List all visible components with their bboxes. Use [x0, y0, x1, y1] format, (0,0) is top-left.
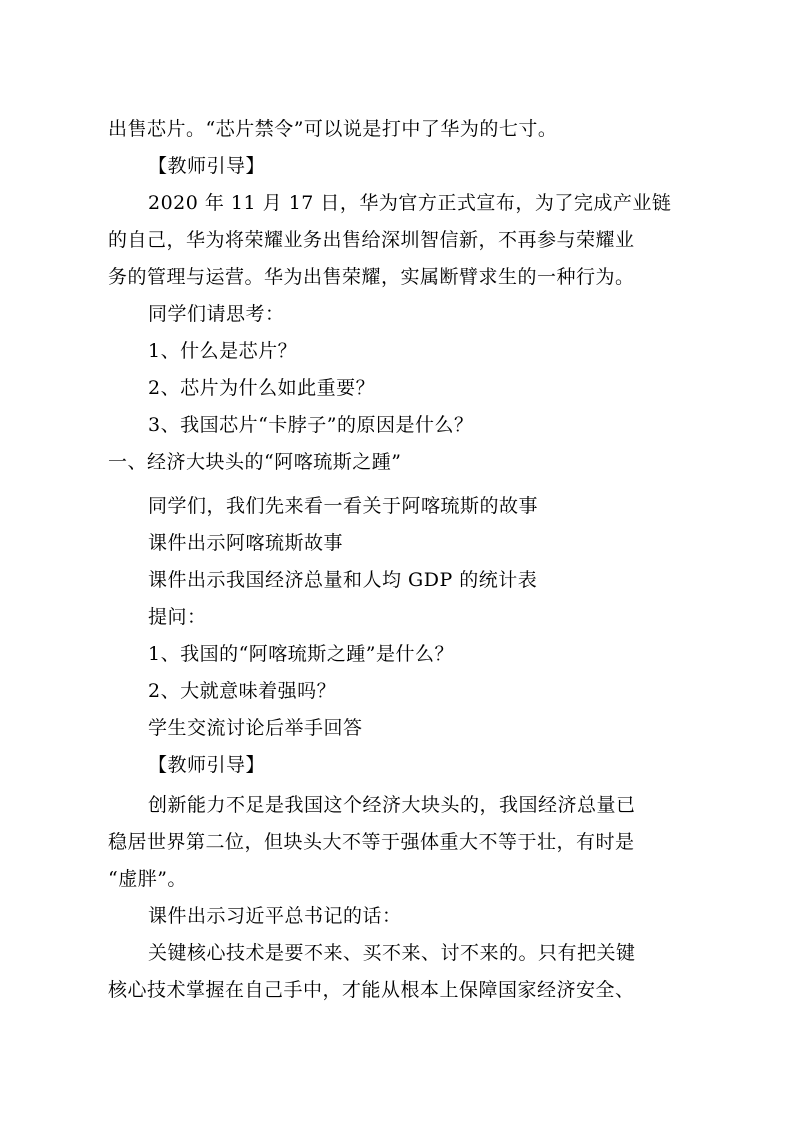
question-item: 2、大就意味着强吗？ [148, 680, 337, 702]
text-line: 稳居世界第二位，但块头大不等于强体重大不等于壮，有时是 [108, 831, 635, 853]
question-item: 2、芯片为什么如此重要？ [148, 377, 376, 399]
text-line: 提问： [148, 606, 207, 628]
question-item: 1、我国的“阿喀琉斯之踵”是什么？ [148, 643, 455, 665]
text-line: 核心技术掌握在自己手中，才能从根本上保障国家经济安全、 [108, 979, 635, 1001]
text-line: 课件出示我国经济总量和人均 GDP 的统计表 [148, 569, 538, 591]
text-line: 课件出示阿喀琉斯故事 [148, 532, 344, 554]
section-heading: 一、经济大块头的“阿喀琉斯之踵” [108, 451, 402, 473]
text-line: 同学们请思考： [148, 303, 285, 325]
text-line: 课件出示习近平总书记的话： [148, 905, 402, 927]
text-line: 出售芯片。“芯片禁令”可以说是打中了华为的七寸。 [108, 118, 558, 140]
text-line: “虚胖”。 [108, 868, 187, 890]
question-item: 1、什么是芯片？ [148, 340, 298, 362]
text-line: 2020 年 11 月 17 日，华为官方正式宣布，为了完成产业链 [148, 192, 672, 214]
section-label: 【教师引导】 [148, 155, 266, 177]
text-line: 学生交流讨论后举手回答 [148, 717, 363, 739]
text-line: 关键核心技术是要不来、买不来、讨不来的。只有把关键 [148, 942, 636, 964]
text-line: 务的管理与运营。华为出售荣耀，实属断臂求生的一种行为。 [108, 266, 635, 288]
question-item: 3、我国芯片“卡脖子”的原因是什么？ [148, 414, 474, 436]
text-line: 的自己，华为将荣耀业务出售给深圳智信新，不再参与荣耀业 [108, 229, 635, 251]
text-line: 创新能力不足是我国这个经济大块头的，我国经济总量已 [148, 794, 636, 816]
section-label: 【教师引导】 [148, 754, 266, 776]
text-line: 同学们，我们先来看一看关于阿喀琉斯的故事 [148, 495, 539, 517]
